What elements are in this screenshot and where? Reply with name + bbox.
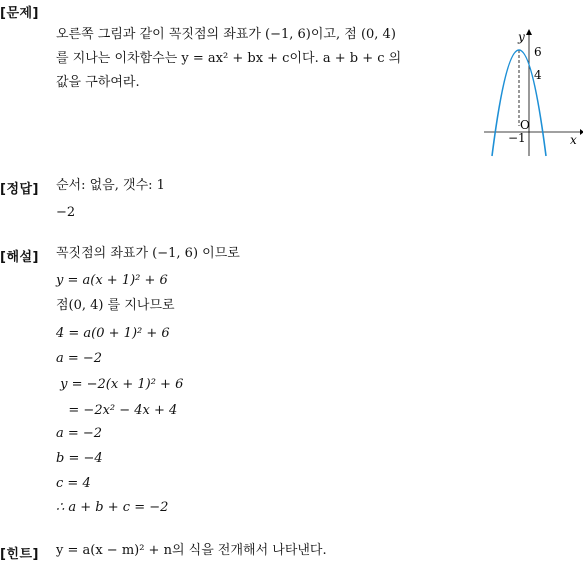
y-axis-arrow bbox=[526, 29, 532, 35]
solution-line: ∴ a + b + c = −2 bbox=[56, 500, 169, 515]
answer-label: [정답] bbox=[0, 182, 39, 197]
problem-line: 를 지나는 이차함수는 y = ax² + bx + c이다. a + b + c 의 bbox=[56, 51, 402, 66]
solution-line: c = 4 bbox=[56, 476, 91, 491]
parabola-figure bbox=[484, 28, 583, 158]
solution-label: [해설] bbox=[0, 250, 39, 265]
answer-meta: 순서: 없음, 갯수: 1 bbox=[56, 178, 165, 193]
answer-value: −2 bbox=[56, 205, 76, 220]
solution-line: a = −2 bbox=[56, 351, 103, 366]
solution-line: 4 = a(0 + 1)² + 6 bbox=[56, 326, 170, 341]
vertex-y-label: 6 bbox=[534, 45, 542, 59]
problem-text bbox=[56, 23, 456, 95]
solution-line: a = −2 bbox=[56, 426, 103, 441]
problem-label: [문제] bbox=[0, 6, 39, 21]
solution-line: 점(0, 4) 를 지나므로 bbox=[56, 298, 175, 313]
solution-line: y = a(x + 1)² + 6 bbox=[56, 273, 168, 288]
x-axis-label: x bbox=[570, 133, 577, 147]
point-y-label: 4 bbox=[534, 68, 542, 82]
problem-line: 오른쪽 그림과 같이 꼭짓점의 좌표가 (−1, 6)이고, 점 (0, 4) bbox=[56, 27, 396, 42]
y-axis-label: y bbox=[518, 30, 525, 44]
origin-label: O bbox=[520, 118, 530, 132]
solution-line: 꼭짓점의 좌표가 (−1, 6) 이므로 bbox=[56, 246, 240, 261]
hint-text: y = a(x − m)² + n의 식을 전개해서 나타낸다. bbox=[56, 543, 327, 558]
problem-line: 값을 구하여라. bbox=[56, 75, 140, 90]
solution-line: y = −2(x + 1)² + 6 bbox=[56, 377, 184, 392]
solution-line: = −2x² − 4x + 4 bbox=[56, 403, 178, 418]
solution-line: b = −4 bbox=[56, 451, 103, 466]
vertex-x-label: −1 bbox=[508, 131, 526, 145]
hint-label: [힌트] bbox=[0, 547, 39, 562]
